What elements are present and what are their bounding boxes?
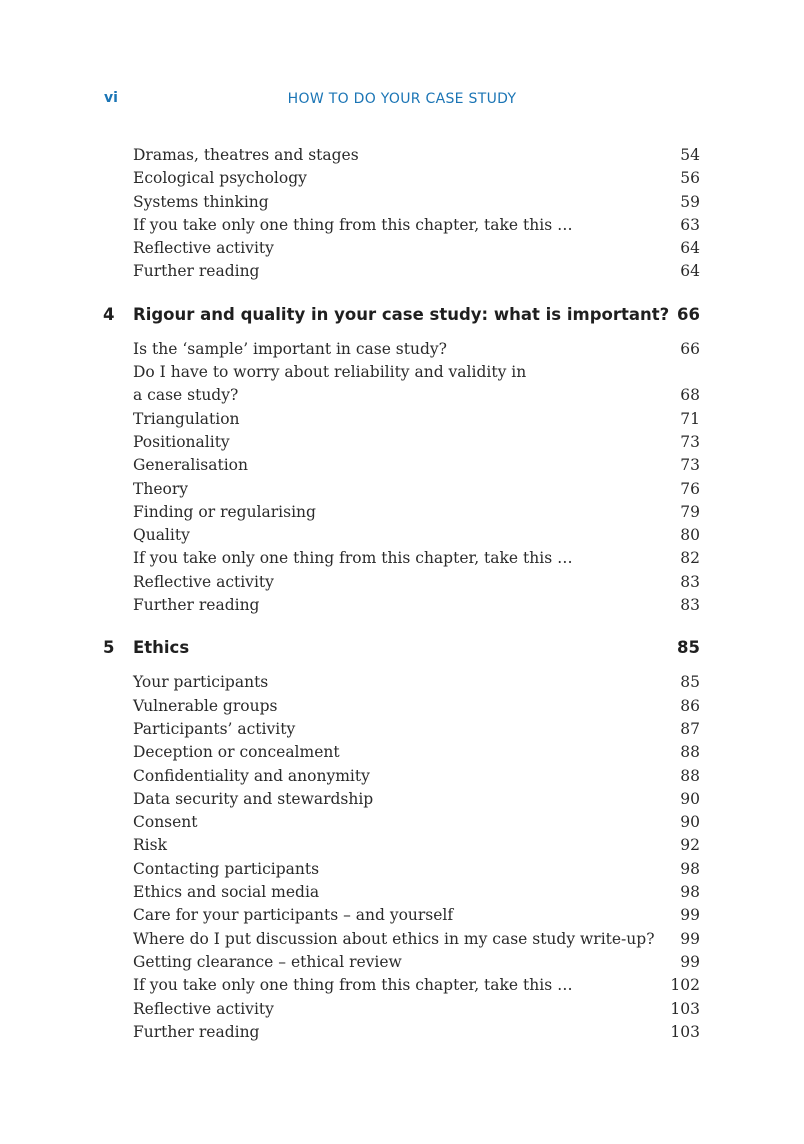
toc-entry-page: 63	[680, 215, 700, 234]
toc-entry-title: Further reading	[133, 596, 260, 615]
toc-entry	[0, 144, 804, 167]
toc-entry-page: 88	[680, 743, 700, 762]
toc-entry	[0, 811, 804, 834]
toc-entry-page: 66	[680, 339, 700, 358]
toc-entry-page: 73	[680, 456, 700, 475]
toc-entry	[0, 904, 804, 927]
toc-entry-title: Generalisation	[133, 456, 248, 475]
chapter-page: 66	[677, 304, 700, 324]
toc-entry	[0, 260, 804, 283]
toc-entry-title: Where do I put discussion about ethics in my case study write-up?	[133, 929, 655, 948]
toc-entry-title: Vulnerable groups	[133, 696, 278, 715]
toc-entry	[0, 594, 804, 617]
toc-entry-title: Triangulation	[133, 409, 240, 428]
toc-entry	[0, 974, 804, 997]
toc-entry	[0, 191, 804, 214]
toc-entry-title: Your participants	[133, 673, 269, 692]
chapter-title: Rigour and quality in your case study: what is important?	[133, 304, 670, 324]
toc-entry-page: 59	[680, 192, 700, 211]
chapter-heading-4	[0, 300, 804, 330]
toc-entry-title: Is the ‘sample’ important in case study?	[133, 339, 447, 358]
toc-entry-title: Quality	[133, 526, 190, 545]
toc-entry-page: 87	[680, 719, 700, 738]
toc-entry	[0, 671, 804, 694]
toc-entry-page: 64	[680, 262, 700, 281]
toc-entry-title: Data security and stewardship	[133, 789, 374, 808]
toc-entry-title: Systems thinking	[133, 192, 269, 211]
toc-entry	[0, 928, 804, 951]
chapter-heading-5	[0, 633, 804, 663]
toc-entry	[0, 998, 804, 1021]
toc-entry-title: Further reading	[133, 262, 260, 281]
toc-entry-title: Do I have to worry about reliability and validity in a case study?	[133, 363, 527, 405]
toc-entry-page: 98	[680, 859, 700, 878]
toc-entry-page: 80	[680, 526, 700, 545]
toc-entry-page: 68	[680, 386, 700, 405]
toc-entry-page: 99	[680, 906, 700, 925]
toc-entry-title: Participants’ activity	[133, 719, 296, 738]
toc-entry	[0, 1021, 804, 1044]
toc-entry-title: Reflective activity	[133, 239, 274, 258]
toc-entry-title: Reflective activity	[133, 572, 274, 591]
toc-entry-title: Care for your participants – and yourself	[133, 906, 454, 925]
running-head	[104, 90, 700, 112]
toc-entry-title: Confidentiality and anonymity	[133, 766, 370, 785]
chapter-number: 4	[103, 304, 115, 324]
toc-entry-title: If you take only one thing from this chapter, take this …	[133, 549, 573, 568]
toc-entry	[0, 695, 804, 718]
toc-entry-title: If you take only one thing from this chapter, take this …	[133, 215, 573, 234]
toc-entry-page: 85	[680, 673, 700, 692]
toc-entry-title: Theory	[133, 479, 188, 498]
toc-entry-title: Further reading	[133, 1022, 260, 1041]
book-title: HOW TO DO YOUR CASE STUDY	[287, 91, 517, 107]
toc-entry	[0, 951, 804, 974]
toc-entry-page: 82	[680, 549, 700, 568]
toc-entry-title: If you take only one thing from this chapter, take this …	[133, 976, 573, 995]
table-of-contents	[0, 144, 804, 1044]
toc-entry	[0, 237, 804, 260]
toc-entry-title: Finding or regularising	[133, 502, 316, 521]
toc-entry	[0, 478, 804, 501]
toc-entry-page: 90	[680, 813, 700, 832]
toc-entry-page: 92	[680, 836, 700, 855]
toc-entry-page: 79	[680, 502, 700, 521]
toc-entry	[0, 361, 804, 408]
toc-entry-title: Consent	[133, 813, 198, 832]
toc-entry-page: 103	[670, 1022, 700, 1041]
toc-entry-title: Dramas, theatres and stages	[133, 146, 359, 164]
toc-entry-title: Positionality	[133, 432, 230, 451]
toc-entry	[0, 765, 804, 788]
toc-entry-page: 73	[680, 432, 700, 451]
toc-entry	[0, 718, 804, 741]
toc-entry-page: 99	[680, 952, 700, 971]
toc-entry-page: 71	[680, 409, 700, 428]
toc-entry	[0, 408, 804, 431]
toc-entry-title: Reflective activity	[133, 999, 274, 1018]
page-folio: vi	[104, 90, 118, 106]
toc-entry-page: 99	[680, 929, 700, 948]
toc-entry-page: 102	[670, 976, 700, 995]
toc-entry	[0, 431, 804, 454]
toc-entry-page: 64	[680, 239, 700, 258]
toc-entry-page: 83	[680, 596, 700, 615]
toc-entry-title: Ethics and social media	[133, 883, 320, 902]
toc-entry	[0, 338, 804, 361]
toc-entry-title: Contacting participants	[133, 859, 320, 878]
toc-entry	[0, 788, 804, 811]
toc-entry	[0, 571, 804, 594]
toc-entry	[0, 501, 804, 524]
toc-entry-page: 98	[680, 883, 700, 902]
toc-entry-page: 83	[680, 572, 700, 591]
toc-entry	[0, 834, 804, 857]
toc-entry	[0, 167, 804, 190]
chapter-title: Ethics	[133, 638, 190, 658]
toc-entry	[0, 524, 804, 547]
toc-entry-title: Risk	[133, 836, 167, 855]
toc-entry	[0, 741, 804, 764]
toc-entry	[0, 214, 804, 237]
toc-entry	[0, 547, 804, 570]
toc-entry-page: 90	[680, 789, 700, 808]
toc-entry-page: 56	[680, 169, 700, 188]
toc-entry-page: 88	[680, 766, 700, 785]
toc-entry	[0, 858, 804, 881]
toc-entry-title: Getting clearance – ethical review	[133, 952, 402, 971]
toc-entry-title: Ecological psychology	[133, 169, 307, 188]
toc-entry	[0, 881, 804, 904]
toc-entry	[0, 454, 804, 477]
toc-entry-page: 54	[680, 146, 700, 164]
chapter-number: 5	[103, 638, 115, 658]
toc-entry-page: 103	[670, 999, 700, 1018]
chapter-page: 85	[677, 638, 700, 658]
toc-entry-page: 86	[680, 696, 700, 715]
toc-entry-page: 76	[680, 479, 700, 498]
toc-entry-title: Deception or concealment	[133, 743, 340, 762]
